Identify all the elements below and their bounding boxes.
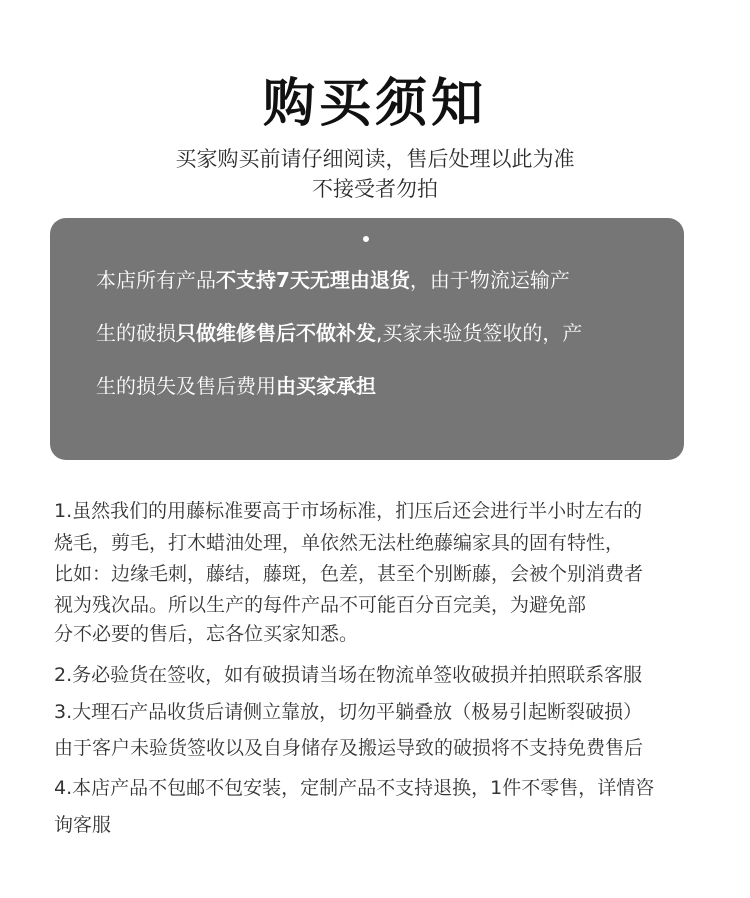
notice-bold-text: 由买家承担 xyxy=(276,374,376,398)
notice-line-1 xyxy=(96,265,570,295)
notice-text: ,买家未验货签收的，产 xyxy=(376,321,583,345)
term-1-line-1: 1.虽然我们的用藤标准要高于市场标准，扪压后还会进行半小时左右的 xyxy=(54,500,643,522)
notice-text: 生的破损 xyxy=(96,321,176,345)
notice-line-2 xyxy=(96,318,582,348)
notice-text: ，由于物流运输产 xyxy=(409,268,570,292)
term-2: 2.务必验货在签收，如有破损请当场在物流单签收破损并拍照联系客服 xyxy=(54,664,643,686)
notice-text: 生的损失及售后费用 xyxy=(96,374,276,398)
bullet-dot-icon xyxy=(363,236,369,242)
notice-text: 本店所有产品 xyxy=(96,268,216,292)
notice-box xyxy=(50,218,684,460)
term-3-line-1: 3.大理石产品收货后请侧立靠放，切勿平躺叠放（极易引起断裂破损） xyxy=(54,701,643,723)
subtitle-line-1: 买家购买前请仔细阅读，售后处理以此为准 xyxy=(175,147,575,171)
term-1-line-2: 烧毛，剪毛，打木蜡油处理，单依然无法杜绝藤编家具的固有特性， xyxy=(54,532,625,554)
notice-line-3 xyxy=(96,371,376,401)
term-1-line-5: 分不必要的售后，忘各位买家知悉。 xyxy=(54,623,359,645)
term-1-line-4: 视为残次品。所以生产的每件产品不可能百分百完美，为避免部 xyxy=(54,594,587,616)
term-1-line-3: 比如：边缘毛刺，藤结，藤斑，色差，甚至个别断藤，会被个别消费者 xyxy=(54,563,644,585)
notice-bold-text: 只做维修售后不做补发 xyxy=(176,321,376,345)
subtitle-line-2: 不接受者勿拍 xyxy=(312,177,438,201)
notice-bold-text: 不支持7天无理由退货 xyxy=(216,268,410,292)
terms-list xyxy=(54,498,704,842)
term-4-line-1: 4.本店产品不包邮不包安装，定制产品不支持退换，1件不零售，详情咨 xyxy=(54,777,655,799)
term-3-line-2: 由于客户未验货签收以及自身储存及搬运导致的破损将不支持免费售后 xyxy=(54,737,644,759)
term-4-line-2: 询客服 xyxy=(54,814,112,836)
page-title: 购买须知 xyxy=(262,74,487,134)
